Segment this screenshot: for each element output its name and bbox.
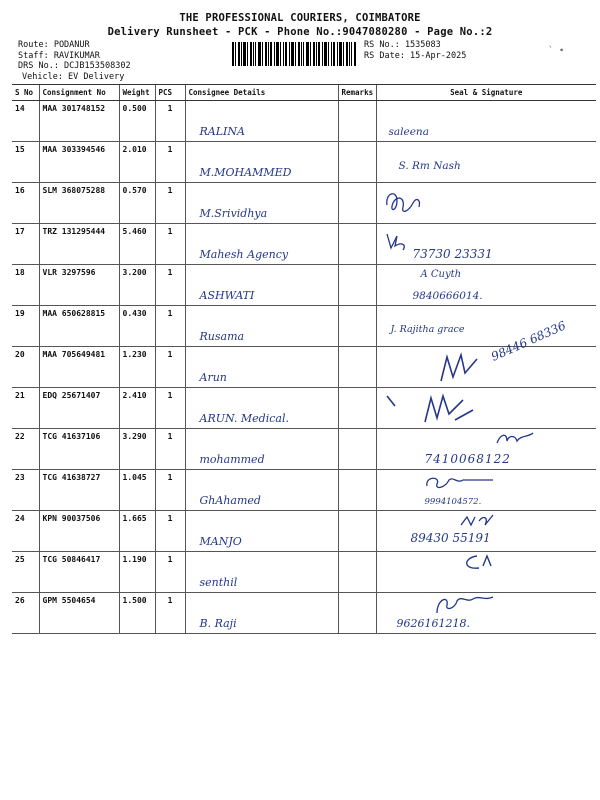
col-consignee: Consignee Details: [185, 85, 338, 101]
table-row: [12, 101, 596, 142]
row-signature: [376, 470, 596, 511]
table-row: [12, 511, 596, 552]
signature-handwriting: 9994104572.: [424, 497, 482, 507]
row-sno: 14: [12, 101, 39, 142]
row-consignment: KPN 90037506: [39, 511, 119, 552]
row-consignee: [185, 347, 338, 388]
row-pcs: 1: [155, 265, 185, 306]
row-consignee: [185, 511, 338, 552]
company-title: THE PROFESSIONAL COURIERS, COIMBATORE: [179, 12, 421, 24]
row-weight: 1.045: [119, 470, 155, 511]
row-consignee: [185, 101, 338, 142]
consignee-handwriting: M.MOHAMMED: [199, 166, 292, 179]
row-consignment: SLM 368075288: [39, 183, 119, 224]
rs-date: RS Date: 15-Apr-2025: [364, 50, 467, 61]
consignee-handwriting: M.Srividhya: [199, 207, 268, 220]
row-sno: 20: [12, 347, 39, 388]
row-pcs: 1: [155, 511, 185, 552]
row-consignee: [185, 470, 338, 511]
table-header-row: [12, 85, 596, 101]
row-pcs: 1: [155, 388, 185, 429]
row-remarks: [338, 265, 376, 306]
row-signature: [376, 183, 596, 224]
consignee-handwriting: RALINA: [199, 125, 245, 138]
table-row: [12, 183, 596, 224]
table-row: [12, 347, 596, 388]
row-sno: 24: [12, 511, 39, 552]
consignee-handwriting: GhAhamed: [199, 494, 261, 507]
consignee-handwriting: Rusama: [199, 330, 245, 343]
row-remarks: [338, 511, 376, 552]
row-signature: [376, 593, 596, 634]
row-weight: 0.500: [119, 101, 155, 142]
signature-handwriting: 9626161218.: [396, 617, 470, 630]
row-weight: 2.010: [119, 142, 155, 183]
row-remarks: [338, 224, 376, 265]
row-consignee: [185, 306, 338, 347]
row-weight: 3.290: [119, 429, 155, 470]
table-row: [12, 388, 596, 429]
row-signature: [376, 429, 596, 470]
signature-scribble: [381, 230, 411, 254]
row-sno: 22: [12, 429, 39, 470]
row-sno: 15: [12, 142, 39, 183]
consignee-handwriting: ARUN. Medical.: [199, 412, 289, 425]
row-consignment: EDQ 25671407: [39, 388, 119, 429]
row-pcs: 1: [155, 470, 185, 511]
table-row: [12, 552, 596, 593]
row-remarks: [338, 183, 376, 224]
row-consignee: [185, 429, 338, 470]
row-pcs: 1: [155, 224, 185, 265]
row-consignment: MAA 301748152: [39, 101, 119, 142]
col-consignment: Consignment No: [39, 85, 119, 101]
row-pcs: 1: [155, 306, 185, 347]
col-remarks: Remarks: [338, 85, 376, 101]
row-remarks: [338, 429, 376, 470]
col-sno: S No: [12, 85, 39, 101]
row-remarks: [338, 470, 376, 511]
barcode-graphic: [232, 42, 356, 66]
signature-name-handwriting: A Cuyth: [420, 269, 462, 280]
row-pcs: 1: [155, 552, 185, 593]
row-sno: 16: [12, 183, 39, 224]
consignee-handwriting: ASHWATI: [199, 289, 255, 302]
row-signature: [376, 224, 596, 265]
signature-handwriting: saleena: [388, 126, 429, 138]
row-sno: 26: [12, 593, 39, 634]
consignee-handwriting: Arun: [199, 371, 227, 384]
row-consignment: TCG 41638727: [39, 470, 119, 511]
row-consignee: [185, 593, 338, 634]
drs-line: DRS No.: DCJB153508302: [18, 61, 131, 71]
row-consignment: GPM 5504654: [39, 593, 119, 634]
row-remarks: [338, 593, 376, 634]
row-signature: [376, 142, 596, 183]
signature-handwriting: 73730 23331: [412, 247, 493, 261]
signature-scribble: [433, 593, 499, 617]
row-sno: 19: [12, 306, 39, 347]
consignee-handwriting: senthil: [199, 576, 238, 589]
runsheet-subtitle: Delivery Runsheet - PCK - Phone No.:9047080280 - Page No.:2: [107, 26, 493, 38]
row-remarks: [338, 388, 376, 429]
row-remarks: [338, 306, 376, 347]
row-pcs: 1: [155, 347, 185, 388]
rs-info: [364, 40, 466, 61]
row-weight: 1.190: [119, 552, 155, 593]
table-row: [12, 429, 596, 470]
table-row: [12, 224, 596, 265]
signature-scribble: [437, 351, 487, 383]
row-consignee: [185, 224, 338, 265]
row-sno: 17: [12, 224, 39, 265]
row-consignee: [185, 552, 338, 593]
row-consignee: [185, 388, 338, 429]
row-weight: 2.410: [119, 388, 155, 429]
row-consignment: VLR 3297596: [39, 265, 119, 306]
row-signature: [376, 511, 596, 552]
col-signature: Seal & Signature: [376, 85, 596, 101]
signature-scribble: [493, 431, 537, 447]
signature-scribble: [383, 185, 427, 217]
row-sno: 21: [12, 388, 39, 429]
signature-handwriting: 89430 55191: [410, 531, 491, 545]
signature-handwriting: 7410068122: [424, 452, 511, 466]
row-weight: 0.430: [119, 306, 155, 347]
row-sno: 18: [12, 265, 39, 306]
row-consignment: TCG 50846417: [39, 552, 119, 593]
row-consignment: MAA 705649481: [39, 347, 119, 388]
row-pcs: 1: [155, 183, 185, 224]
row-sno: 23: [12, 470, 39, 511]
row-weight: 1.230: [119, 347, 155, 388]
row-consignment: TCG 41637106: [39, 429, 119, 470]
row-remarks: [338, 552, 376, 593]
row-signature: [376, 101, 596, 142]
row-consignee: [185, 265, 338, 306]
row-weight: 1.665: [119, 511, 155, 552]
row-remarks: [338, 347, 376, 388]
row-consignment: TRZ 131295444: [39, 224, 119, 265]
row-consignment: MAA 650628815: [39, 306, 119, 347]
runsheet-table: [12, 84, 596, 634]
row-weight: 0.570: [119, 183, 155, 224]
table-row: [12, 306, 596, 347]
table-row: [12, 593, 596, 634]
row-signature: [376, 388, 596, 429]
scan-speck: ` ∙: [548, 46, 565, 56]
col-pcs: PCS: [155, 85, 185, 101]
consignee-handwriting: MANJO: [199, 535, 242, 548]
route-line: Route: PODANUR: [18, 40, 90, 50]
row-remarks: [338, 142, 376, 183]
table-row: [12, 470, 596, 511]
row-remarks: [338, 101, 376, 142]
row-consignee: [185, 142, 338, 183]
table-row: [12, 142, 596, 183]
row-weight: 5.460: [119, 224, 155, 265]
row-weight: 3.200: [119, 265, 155, 306]
signature-handwriting: S. Rm Nash: [398, 160, 461, 172]
rs-number: RS No.: 1535083: [364, 40, 441, 50]
signature-scribble: [457, 552, 497, 574]
row-consignee: [185, 183, 338, 224]
table-row: [12, 265, 596, 306]
staff-line: Staff: RAVIKUMAR: [18, 50, 100, 61]
signature-scribble: [423, 474, 497, 492]
signature-handwriting: 9840666014.: [412, 290, 483, 302]
row-sno: 25: [12, 552, 39, 593]
signature-handwriting: 98446 68336: [488, 318, 568, 364]
consignee-handwriting: B. Raji: [199, 617, 237, 630]
signature-scribble: [385, 390, 495, 424]
consignee-handwriting: mohammed: [199, 453, 265, 466]
row-pcs: 1: [155, 593, 185, 634]
signature-handwriting: J. Rajitha grace: [390, 324, 465, 335]
row-signature: [376, 265, 596, 306]
row-consignment: MAA 303394546: [39, 142, 119, 183]
col-weight: Weight: [119, 85, 155, 101]
row-signature: [376, 552, 596, 593]
row-weight: 1.500: [119, 593, 155, 634]
consignee-handwriting: Mahesh Agency: [199, 248, 289, 261]
row-pcs: 1: [155, 101, 185, 142]
row-pcs: 1: [155, 429, 185, 470]
vehicle-line: Vehicle: EV Delivery: [22, 71, 125, 82]
route-info: [18, 40, 131, 82]
signature-scribble: [459, 513, 495, 529]
row-pcs: 1: [155, 142, 185, 183]
